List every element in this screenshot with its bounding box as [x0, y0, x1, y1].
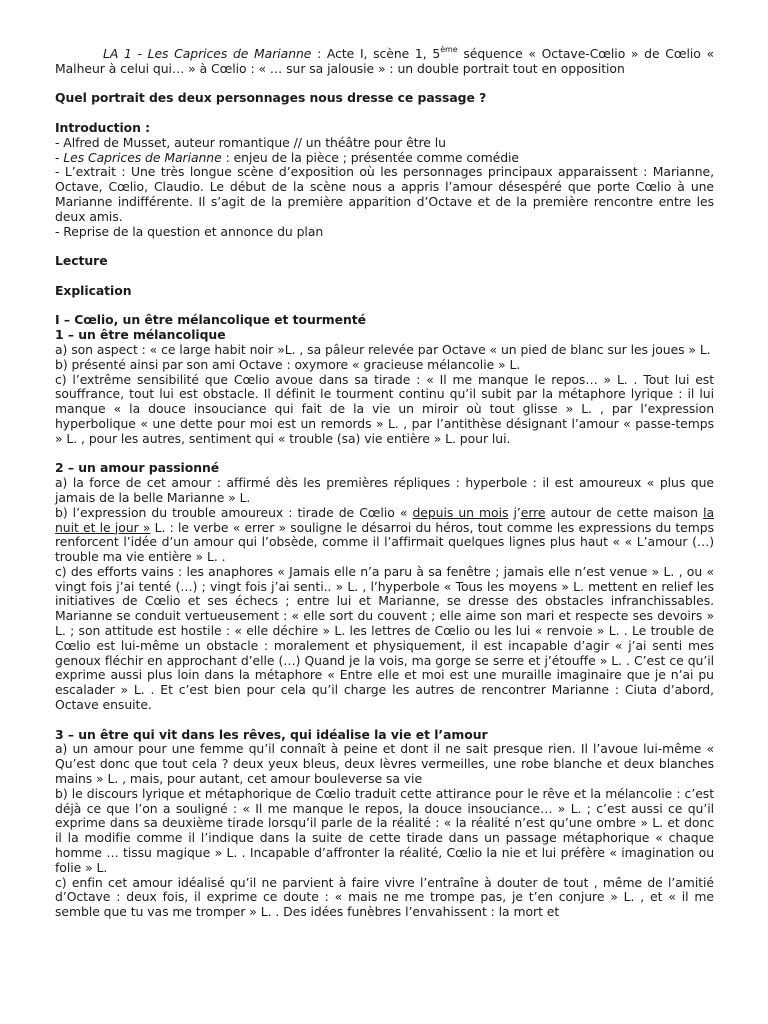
intro-item: - Reprise de la question et annonce du plan: [55, 223, 324, 239]
paragraph: a) un amour pour une femme qu’il connaît à peine et dont il ne sait presque rien. Il l’avoue lui-même « Qu’est donc que tout cela ? deux yeux bleus, deux lèvres vermeilles, une robe blanche et deux blanches mains » L. , mais, pour autant, cet amour bouleverse sa vie: [55, 741, 714, 787]
explication-heading: Explication: [55, 282, 132, 298]
sub3-heading: 3 – un être qui vit dans les rêves, qui idéalise la vie et l’amour: [55, 726, 488, 742]
sub2-heading: 2 – un amour passionné: [55, 460, 220, 476]
paragraph: a) son aspect : « ce large habit noir »L. , sa pâleur relevée par Octave « un pied de blanc sur les joues » L.: [55, 341, 711, 357]
paragraph: b) le discours lyrique et métaphorique de Cœlio traduit cette attirance pour le rêve et la mélancolie : c’est déjà ce que l’on a souligné : « Il me manque le repos, la douce insouciance… » L. ; c’est aussi ce qu’il exprime dans sa deuxième tirade lorsqu’il parle de la réalité : « la réalité n’est qu’une ombre » L. et donc il la modifie comme il l’indique dans la suite de cette tirade dans un passage métaphorique « chaque homme … tissu magique » L. . Incapable d’affronter la réalité, Cœlio la nie et lui préfère « imagination ou folie » L.: [55, 785, 714, 875]
sub1-heading: 1 – un être mélancolique: [55, 327, 226, 343]
intro-item: - Les Caprices de Marianne : enjeu de la pièce ; présentée comme comédie: [55, 149, 519, 165]
paragraph: c) des efforts vains : les anaphores « Jamais elle n’a paru à sa fenêtre ; jamais elle n’est venue » L. , ou « vingt fois j’ai tenté (…) ; vingt fois j’ai senti.. » L. , l’hyperbole « Tous les moyens » L. mettent en relief les initiatives de Cœlio et ses échecs ; entre lui et Marianne, se dresse des obstacles infranchissables. Marianne se conduit vertueusement : « elle sort du couvent ; elle aime son mari et respecte ses devoirs » L. ; son attitude est hostile : « elle déchire » L. les lettres de Cœlio ou les lui « renvoie » L. . Le trouble de Cœlio est lui-même un obstacle : moralement et physiquement, il est incapable d’agir « j’ai senti mes genoux fléchir en approchant d’elle (…) Quand je la vois, ma gorge se serre et j’étouffe » L. . C’est ce qu’il exprime aussi plus loin dans la métaphore « Entre elle et moi est une muraille imaginaire que je n’ai pu escalader » L. . Et c’est bien pour cela qu’il charge les autres de rencontrer Marianne : Ciuta d’abord, Octave ensuite.: [55, 563, 714, 713]
lecture-heading: Lecture: [55, 253, 108, 269]
main-question: Quel portrait des deux personnages nous dresse ce passage ?: [55, 90, 487, 106]
intro-item: - Alfred de Musset, auteur romantique // un théâtre pour être lu: [55, 134, 446, 150]
introduction-heading: Introduction :: [55, 119, 151, 135]
paragraph: a) la force de cet amour : affirmé dès les premières répliques : hyperbole : il est amoureux « plus que jamais de la belle Marianne » L.: [55, 475, 714, 505]
document-title: LA 1 - Les Caprices de Marianne : Acte I, scène 1, 5ème séquence « Octave-Cœlio » de Cœlio « Malheur à celui qui… » à Cœlio : « … sur sa jalousie » : un double portrait tout en opposition: [55, 45, 715, 76]
intro-item: - L’extrait : Une très longue scène d’exposition où les personnages principaux apparaissent : Marianne, Octave, Cœlio, Claudio. Le début de la scène nous a appris l’amour désespéré que porte Cœlio à une Marianne indifférente. Il s’agit de la première apparition d’Octave et de la première rencontre entre les deux amis.: [55, 164, 714, 224]
paragraph: c) enfin cet amour idéalisé qu’il ne parvient à faire vivre l’entraîne à douter de tout , même de l’amitié d’Octave : deux fois, il exprime ce doute : « mais ne me trompe pas, je t’en conjure » L. , et « il me semble que tu vas me tromper » L. . Des idées funèbres l’envahissent : la mort et: [55, 874, 714, 920]
paragraph: b) présenté ainsi par son ami Octave : oxymore « gracieuse mélancolie » L.: [55, 356, 521, 372]
paragraph: c) l’extrême sensibilité que Cœlio avoue dans sa tirade : « Il me manque le repos… » L. . Tout lui est souffrance, tout lui est obstacle. Il définit le tourment continu qu’il subit par la métaphore lyrique : il lui manque « la douce insouciance qui fait de la vie un miroir où tout glisse » L. , par l’expression hyperbolique « une dette pour moi est un remords » L. , par l’antithèse désignant l’amour « passe-temps » L. , pour les autres, sentiment qui « trouble (sa) vie entière » L. pour lui.: [55, 371, 714, 446]
part1-heading: I – Cœlio, un être mélancolique et tourmenté: [55, 312, 366, 328]
paragraph: b) l’expression du trouble amoureux : tirade de Cœlio « depuis un mois j’erre autour de cette maison la nuit et le jour » L. : le verbe « errer » souligne le désarroi du héros, tout comme les expressions du temps renforcent l’idée d’un amour qui l’obsède, comme il l’affirmait quelques lignes plus haut « « L’amour (…) trouble ma vie entière » L. .: [55, 504, 715, 565]
